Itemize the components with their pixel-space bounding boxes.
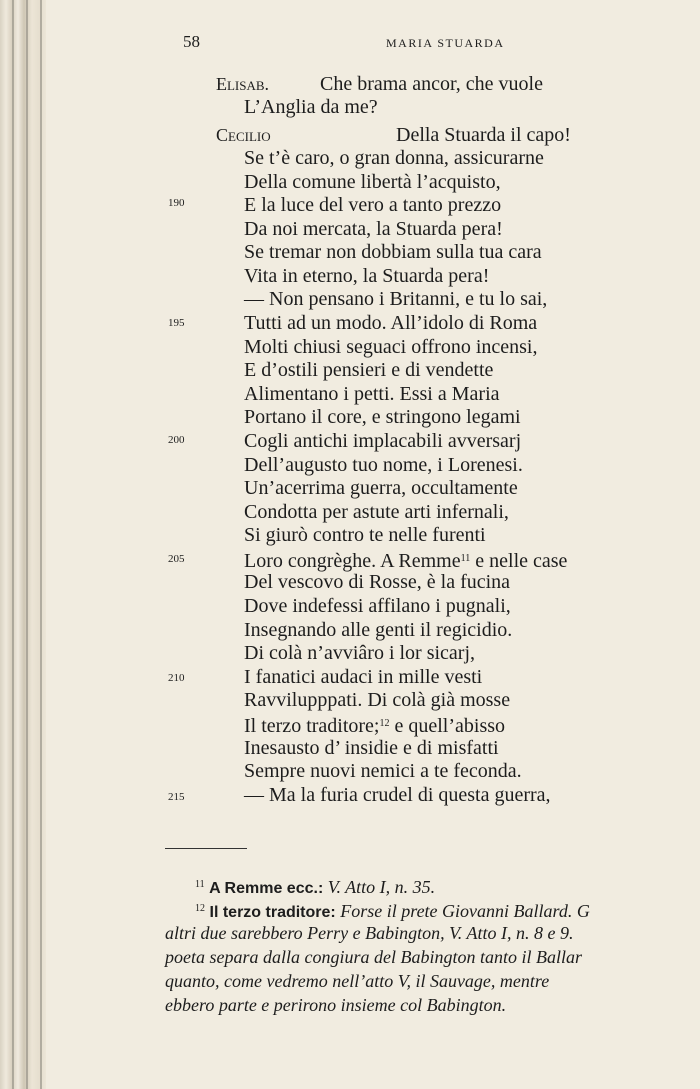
verse-line: [244, 265, 489, 287]
footnote-text: ebbero parte e perirono insieme col Babington.: [165, 995, 507, 1015]
verse-text: Insegnando alle genti il regicidio.: [244, 619, 513, 641]
speaker-name: Elisab.: [216, 74, 270, 94]
verse-text: Del vescovo di Rosse, è la fucina: [244, 571, 511, 593]
verse-text: Condotta per astute arti infernali,: [244, 501, 509, 523]
verse-text: Tutti ad un modo. All’idolo di Roma: [244, 312, 538, 334]
verse-text: Sempre nuovi nemici a te feconda.: [244, 760, 522, 782]
verse-text: — Non pensano i Britanni, e tu lo sai,: [244, 288, 548, 310]
verse-text: Di colà n’avviâro i lor sicarj,: [244, 642, 476, 664]
verse-line: [244, 312, 537, 334]
verse-line: [244, 571, 510, 593]
verse-text: Se tremar non dobbiam sulla tua cara: [244, 241, 542, 263]
verse-text: I fanatici audaci in mille vesti: [244, 666, 483, 688]
page-edge-line: [12, 0, 14, 1089]
line-number: 190: [168, 197, 185, 209]
page-edge-line: [40, 0, 42, 1089]
verse-text: Inesausto d’ insidie e di misfatti: [244, 737, 499, 759]
verse-text: Dell’augusto tuo nome, i Lorenesi.: [244, 454, 523, 476]
footnote-12: [195, 898, 590, 924]
footnote-line: [165, 970, 549, 992]
verse-line: [244, 784, 551, 806]
verse-line: [244, 218, 503, 240]
speaker-name: Cecilio: [216, 125, 271, 145]
footnote-text: quanto, come vedremo nell’atto V, il Sauvage, mentre: [165, 971, 550, 991]
line-number: 215: [168, 791, 185, 803]
stacked-page-edges: [0, 0, 46, 1089]
verse-text: Molti chiusi seguaci offrono incensi,: [244, 336, 538, 358]
verse-line: [244, 171, 501, 193]
verse-text: Vita in eterno, la Stuarda pera!: [244, 265, 490, 287]
page-number: 58: [183, 32, 200, 51]
footnote-mark: 12: [195, 903, 205, 914]
verse-line: [244, 359, 493, 381]
verse-line: [244, 642, 475, 664]
verse-line: [244, 737, 499, 759]
verse-line: [244, 454, 523, 476]
verse-line: [244, 241, 542, 263]
verse-line: [244, 548, 567, 572]
verse-text: Un’acerrima guerra, occultamente: [244, 477, 518, 499]
verse-line: [244, 288, 547, 310]
verse-text: — Ma la furia crudel di questa guerra,: [244, 784, 551, 806]
verse-line: [244, 406, 521, 428]
verse-text: Il terzo traditore;: [244, 715, 380, 737]
running-head: MARIA STUARDA: [386, 36, 505, 50]
verse-text: Portano il core, e stringono legami: [244, 406, 521, 428]
verse-line: [244, 595, 511, 617]
line-number: 200: [168, 434, 185, 446]
verse-text: Dove indefessi affilano i pugnali,: [244, 595, 511, 617]
footnote-reference: 12: [379, 718, 390, 729]
verse-line: [244, 147, 544, 169]
footnote-line: [165, 946, 582, 968]
verse-text: Si giurò contro te nelle furenti: [244, 524, 486, 546]
verse-text: E la luce del vero a tanto prezzo: [244, 194, 502, 216]
verse-text: E d’ostili pensieri e di vendette: [244, 359, 494, 381]
verse-text: Loro congrèghe. A Remme: [244, 550, 461, 572]
line-number: 205: [168, 553, 185, 565]
footnote-text: poeta separa dalla congiura del Babington tanto il Ballar: [165, 947, 582, 967]
verse-line: [244, 383, 500, 405]
verse-text: Da noi mercata, la Stuarda pera!: [244, 218, 503, 240]
line-number: 195: [168, 317, 185, 329]
verse-line: [244, 666, 482, 688]
verse-line: [244, 760, 522, 782]
verse-text: Se t’è caro, o gran donna, assicurarne: [244, 147, 544, 169]
verse-line: [244, 96, 378, 118]
verse-line: [244, 713, 505, 737]
footnote-text: Forse il prete Giovanni Ballard. G: [340, 901, 590, 921]
verse-line: [244, 336, 537, 358]
verse-text: L’Anglia da me?: [244, 96, 378, 118]
verse-line: [244, 619, 512, 641]
verse-text: Della Stuarda il capo!: [396, 124, 571, 146]
verse-text: e nelle case: [470, 550, 568, 572]
footnote-text: altri due sarebbero Perry e Babington, V. Atto I, n. 8 e 9.: [165, 923, 574, 943]
page-edge-line: [26, 0, 28, 1089]
footnote-rule: [165, 848, 247, 849]
verse-text: Che brama ancor, che vuole: [320, 73, 543, 95]
footnote-text: V. Atto I, n. 35.: [327, 877, 436, 897]
verse-line: [244, 477, 518, 499]
verse-text: Alimentano i petti. Essi a Maria: [244, 383, 500, 405]
footnote-line: [165, 922, 573, 944]
footnote-line: [165, 994, 506, 1016]
verse-line: [244, 194, 501, 216]
verse-line: [244, 689, 510, 711]
line-number: 210: [168, 672, 185, 684]
footnote-11: [195, 874, 435, 900]
verse-text: e quell’abisso: [389, 715, 506, 737]
verse-line: [244, 524, 486, 546]
footnote-label: A Remme ecc.:: [209, 880, 324, 897]
verse-text: Ravvilupppati. Di colà già mosse: [244, 689, 511, 711]
footnote-label: Il terzo traditore:: [209, 904, 336, 921]
footnote-reference: 11: [460, 553, 471, 564]
verse-text: Della comune libertà l’acquisto,: [244, 171, 501, 193]
verse-line: [244, 430, 521, 452]
footnote-mark: 11: [195, 879, 205, 890]
verse-text: Cogli antichi implacabili avversarj: [244, 430, 522, 452]
verse-line: [244, 501, 509, 523]
